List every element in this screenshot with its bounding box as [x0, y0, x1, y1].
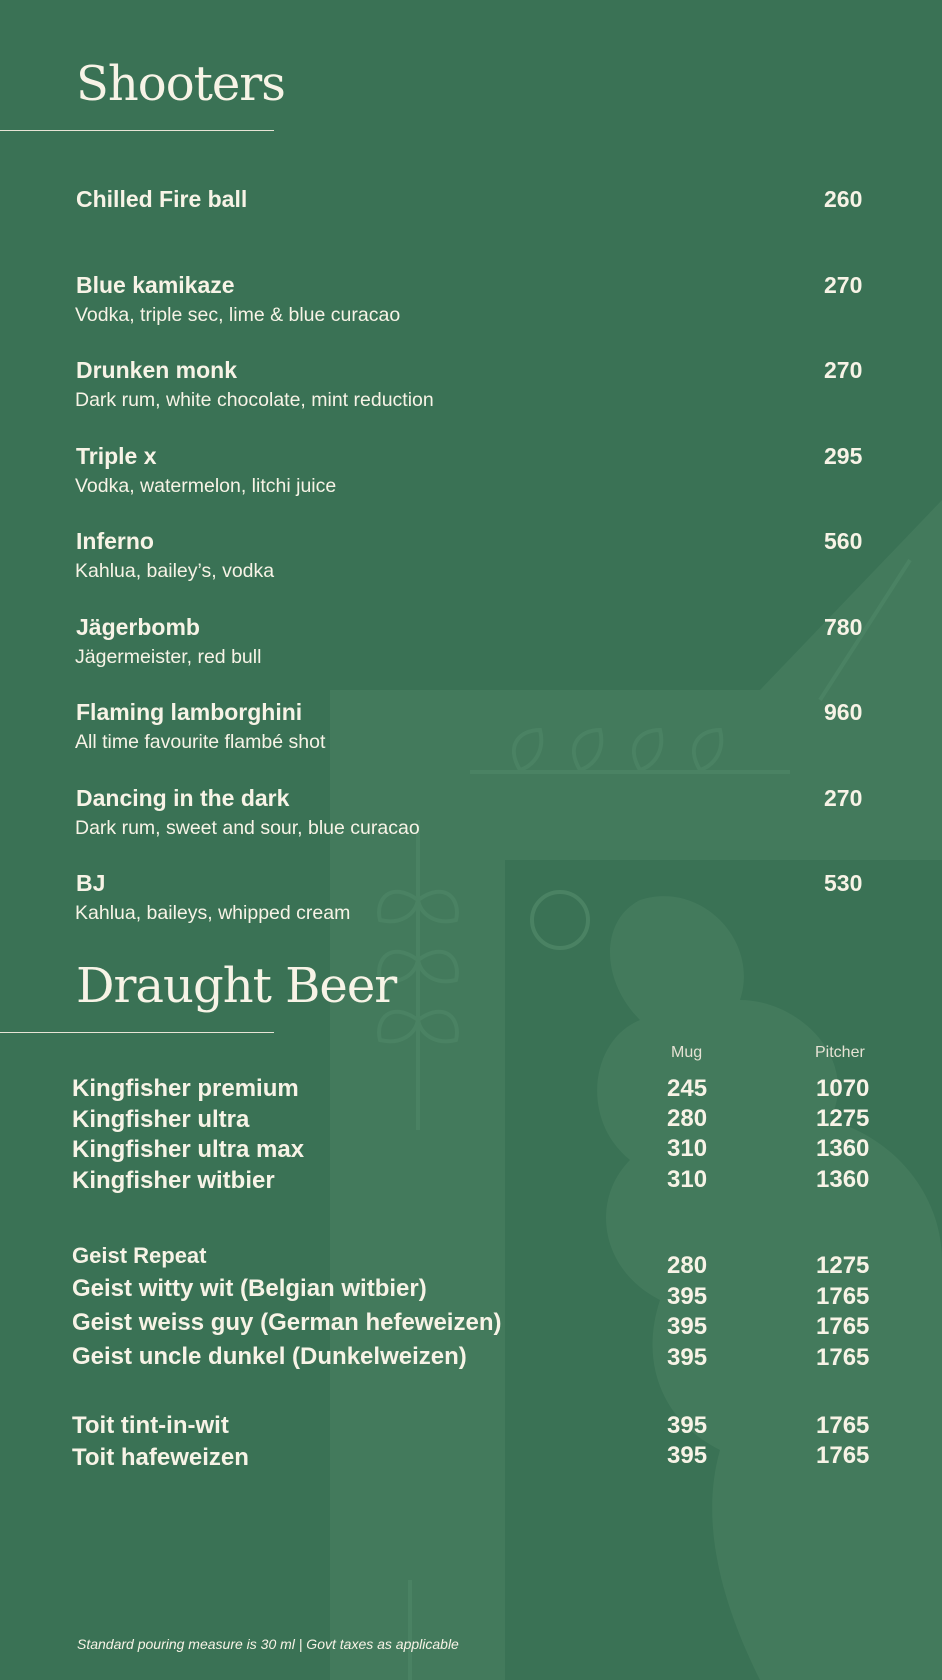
- mug-price: 395: [667, 1442, 708, 1469]
- draught-beer-title: Draught Beer: [76, 958, 397, 1014]
- pitcher-price: 1765: [816, 1344, 870, 1371]
- item-name: Chilled Fire ball: [76, 186, 248, 212]
- beer-name: Kingfisher ultra max: [72, 1136, 305, 1163]
- mug-price: 310: [667, 1166, 708, 1193]
- column-header-pitcher: Pitcher: [815, 1044, 865, 1061]
- item-description: Jägermeister, red bull: [75, 645, 262, 668]
- mug-price: 245: [667, 1075, 708, 1102]
- item-name: Drunken monk: [76, 357, 238, 383]
- beer-name: Geist uncle dunkel (Dunkelweizen): [72, 1343, 467, 1370]
- item-name: Dancing in the dark: [76, 784, 290, 811]
- mug-price: 395: [667, 1313, 708, 1340]
- item-price: 260: [824, 186, 863, 212]
- item-price: 780: [824, 613, 863, 640]
- item-price: 270: [824, 784, 863, 811]
- item-name: Blue kamikaze: [76, 271, 235, 298]
- mug-price: 310: [667, 1135, 708, 1162]
- pitcher-price: 1765: [816, 1283, 870, 1310]
- beer-name: Geist Repeat: [72, 1243, 207, 1268]
- item-name: Triple x: [76, 442, 157, 469]
- shooters-title: Shooters: [76, 56, 285, 112]
- item-description: Vodka, watermelon, litchi juice: [75, 474, 337, 497]
- column-header-mug: Mug: [671, 1044, 703, 1061]
- beer-name: Toit tint-in-wit: [72, 1412, 229, 1439]
- pitcher-price: 1765: [816, 1442, 870, 1469]
- pitcher-price: 1765: [816, 1412, 870, 1439]
- item-description: Kahlua, baileys, whipped cream: [75, 902, 351, 924]
- item-description: All time favourite flambé shot: [75, 731, 326, 753]
- pitcher-price: 1070: [816, 1075, 870, 1102]
- pitcher-price: 1275: [816, 1252, 870, 1279]
- pitcher-price: 1360: [816, 1166, 870, 1193]
- beer-name: Kingfisher premium: [72, 1075, 299, 1102]
- item-price: 960: [824, 699, 863, 725]
- footer-note: Standard pouring measure is 30 ml | Govt taxes as applicable: [77, 1636, 459, 1652]
- beer-name: Geist weiss guy (German hefeweizen): [72, 1309, 502, 1336]
- beer-name: Kingfisher ultra: [72, 1106, 250, 1133]
- pitcher-price: 1765: [816, 1313, 870, 1340]
- mug-price: 280: [667, 1105, 708, 1132]
- item-price: 270: [824, 271, 863, 298]
- pitcher-price: 1360: [816, 1135, 870, 1162]
- beer-name: Kingfisher witbier: [72, 1167, 275, 1194]
- item-price: 270: [824, 357, 863, 383]
- mug-price: 395: [667, 1283, 708, 1310]
- shooters-title-divider: [0, 130, 274, 131]
- item-description: Dark rum, white chocolate, mint reduction: [75, 389, 434, 411]
- mug-price: 280: [667, 1252, 708, 1279]
- item-description: Kahlua, bailey’s, vodka: [75, 560, 275, 582]
- draught-beer-title-divider: [0, 1032, 274, 1033]
- mug-price: 395: [667, 1344, 708, 1371]
- mug-price: 395: [667, 1412, 708, 1439]
- item-price: 560: [824, 528, 863, 554]
- beer-name: Toit hafeweizen: [72, 1444, 249, 1471]
- item-name: BJ: [76, 870, 106, 896]
- pitcher-price: 1275: [816, 1105, 870, 1132]
- item-price: 530: [824, 870, 863, 896]
- item-name: Flaming lamborghini: [76, 699, 303, 725]
- beer-name: Geist witty wit (Belgian witbier): [72, 1275, 427, 1302]
- item-description: Vodka, triple sec, lime & blue curacao: [75, 303, 401, 326]
- item-price: 295: [824, 442, 863, 469]
- item-name: Inferno: [76, 528, 154, 554]
- item-name: Jägerbomb: [76, 613, 200, 640]
- item-description: Dark rum, sweet and sour, blue curacao: [75, 816, 420, 839]
